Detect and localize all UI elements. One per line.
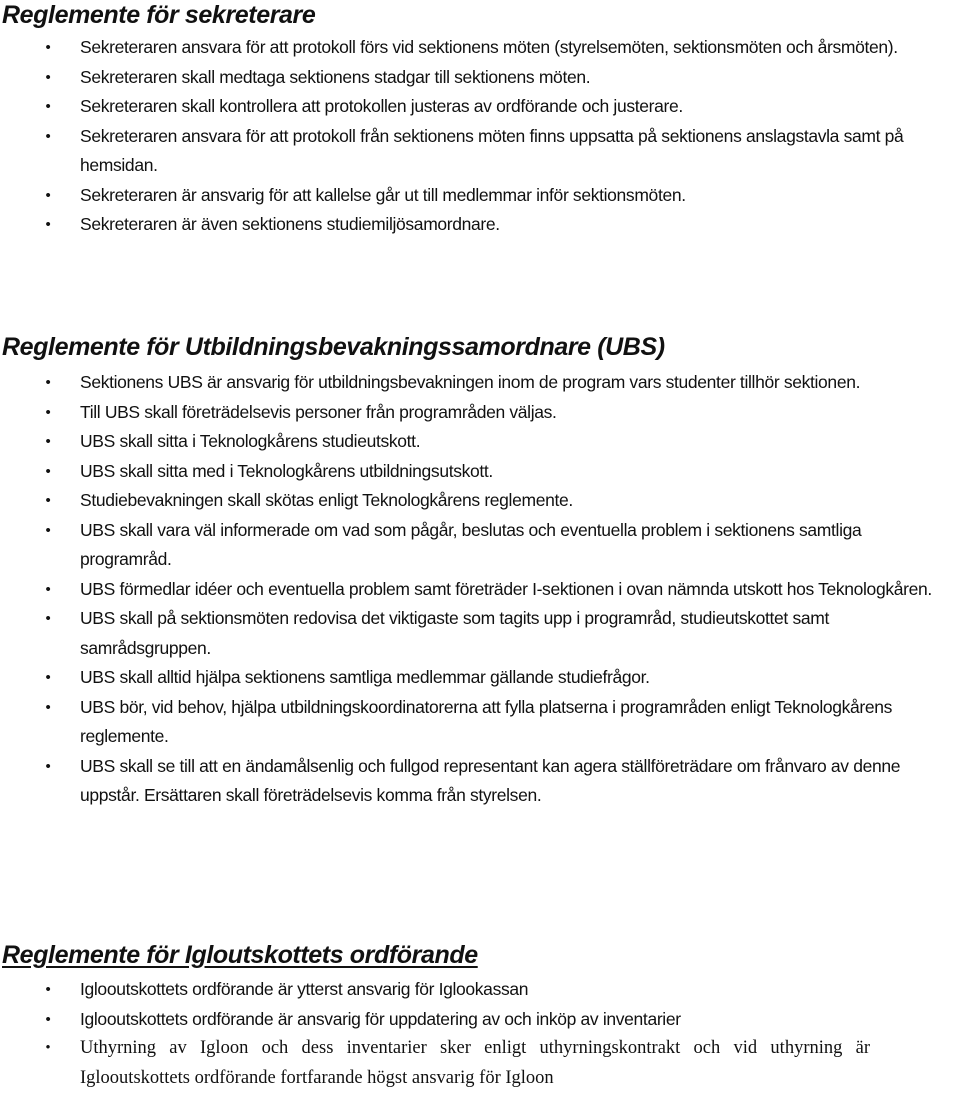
list-igloo: [0, 975, 940, 1093]
list-item: • UBS skall sitta med i Teknologkårens utbildningsutskott.: [0, 457, 940, 487]
list-item: • UBS bör, vid behov, hjälpa utbildningskoordinatorerna att fylla platserna i programråden enligt Teknologkårens reglemente.: [0, 693, 940, 752]
list-item: • Sekreteraren är ansvarig för att kallelse går ut till medlemmar inför sektionsmöten.: [0, 181, 940, 211]
bullet-icon: •: [45, 580, 51, 598]
section-heading-ubs: Reglemente för Utbildningsbevakningssamordnare (UBS): [2, 333, 665, 361]
list-sekreterare: [0, 33, 940, 240]
list-item: • Iglooutskottets ordförande är ansvarig för uppdatering av och inköp av inventarier: [0, 1005, 940, 1035]
list-item: • Sekreteraren ansvara för att protokoll från sektionens möten finns uppsatta på sektionens anslagstavla samt på hemsidan.: [0, 122, 940, 181]
bullet-icon: •: [45, 610, 51, 627]
list-item: • UBS skall alltid hjälpa sektionens samtliga medlemmar gällande studiefrågor.: [0, 663, 940, 693]
bullet-icon: •: [45, 462, 51, 480]
list-item: • UBS skall sitta i Teknologkårens studieutskott.: [0, 427, 940, 457]
bullet-icon: •: [45, 374, 51, 391]
list-item: • Till UBS skall företrädelsevis personer från programråden väljas.: [0, 398, 940, 428]
bullet-icon: •: [45, 492, 51, 509]
list-item: • Uthyrning av Igloon och dess inventarier sker enligt uthyrningskontrakt och vid uthyrning är Iglooutskottets ordförande fortfarande högst ansvarig för Igloon: [0, 1034, 940, 1093]
bullet-icon: •: [45, 698, 51, 716]
bullet-icon: •: [45, 1040, 51, 1056]
list-item: • UBS skall på sektionsmöten redovisa det viktigaste som tagits upp i programråd, studieutskottet samt samrådsgruppen.: [0, 604, 940, 663]
bullet-icon: •: [45, 1010, 51, 1028]
list-item: • UBS förmedlar idéer och eventuella problem samt företräder I-sektionen i ovan nämnda utskott hos Teknologkåren.: [0, 575, 940, 605]
list-item: • UBS skall se till att en ändamålsenlig och fullgod representant kan agera ställföreträdare om frånvaro av denne uppstår. Ersättaren skall företrädelsevis komma från styrelsen.: [0, 752, 940, 811]
list-item: • Sekreteraren skall kontrollera att protokollen justeras av ordförande och justerare.: [0, 92, 940, 122]
list-ubs: [0, 368, 940, 811]
bullet-icon: •: [45, 521, 51, 539]
list-item: • Sektionens UBS är ansvarig för utbildningsbevakningen inom de program vars studenter tillhör sektionen.: [0, 368, 940, 398]
section-heading-sekreterare: Reglemente för sekreterare: [2, 1, 316, 29]
bullet-icon: •: [45, 98, 51, 115]
section-heading-igloo: Reglemente för Igloutskottets ordförande: [2, 941, 478, 969]
bullet-icon: •: [45, 669, 51, 686]
bullet-icon: •: [45, 127, 51, 145]
list-item: • Sekreteraren är även sektionens studiemiljösamordnare.: [0, 210, 940, 240]
list-item: • Sekreteraren skall medtaga sektionens stadgar till sektionens möten.: [0, 63, 940, 93]
bullet-icon: •: [45, 68, 51, 86]
bullet-icon: •: [45, 216, 51, 233]
bullet-icon: •: [45, 981, 51, 998]
bullet-icon: •: [45, 757, 51, 775]
bullet-icon: •: [45, 186, 51, 204]
list-item: • UBS skall vara väl informerade om vad som pågår, beslutas och eventuella problem i sektionens samtliga programråd.: [0, 516, 940, 575]
bullet-icon: •: [45, 39, 51, 56]
list-item: • Iglooutskottets ordförande är ytterst ansvarig för Iglookassan: [0, 975, 940, 1005]
list-item: • Studiebevakningen skall skötas enligt Teknologkårens reglemente.: [0, 486, 940, 516]
bullet-icon: •: [45, 403, 51, 421]
list-item: • Sekreteraren ansvara för att protokoll förs vid sektionens möten (styrelsemöten, sektionsmöten och årsmöten).: [0, 33, 940, 63]
bullet-icon: •: [45, 433, 51, 450]
